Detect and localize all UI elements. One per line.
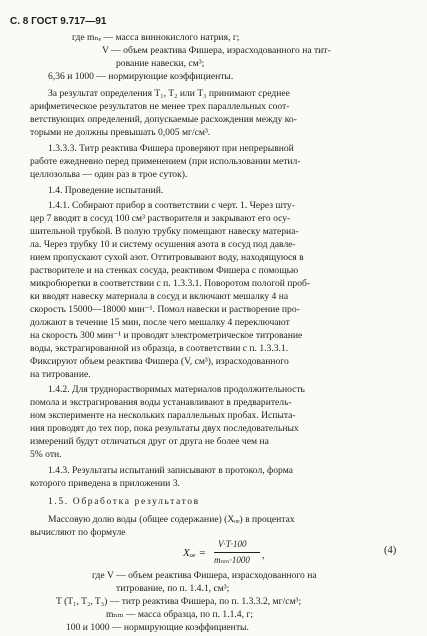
text-line: 1.4.2. Для труднорастворимых материалов продолжительность [48,384,305,395]
text-line: где mₙₑ — масса виннокислого натрия, г; [72,32,240,43]
text-line: mₙₘ — масса образца, по п. 1.1.4, г; [106,609,253,620]
text-line: титрование, по п. 1.4.1, см³; [116,583,230,594]
text-line: рование навески, см³; [116,58,205,69]
text-line: на скорость 300 мин⁻¹ и проводят электрометрическое титрование [30,330,303,341]
formula-numerator: V·T·100 [218,539,247,549]
text-line: помола и экстрагирования воды устанавливают в предваритель- [30,397,292,408]
text-line: ния проводят до тех пор, пока результаты двух последовательных [30,423,299,434]
section-heading: 1.4. Проведение испытаний. [48,185,164,196]
text-line: Массовую долю воды (общее содержание) (Xₒₑ) в процентах [48,514,295,525]
text-line: измерений будут отличаться друг от друга не более чем на [30,436,269,447]
text-line: ветствующих определений, допускаемые расхождения между ко- [30,114,297,125]
text-line: шительной трубкой. В полую трубку помещают навеску материа- [30,226,299,237]
text-line: 6,36 и 1000 — нормирующие коэффициенты. [48,71,234,82]
text-line: работе ежедневно перед применением (при использовании метил- [30,156,301,167]
text-line: 1.3.3.3. Титр реактива Фишера проверяют при непрерывной [48,143,294,154]
text-line: 1.4.3. Результаты испытаний записывают в протокол, форма [48,465,293,476]
fraction-bar [214,552,260,553]
page-header: С. 8 ГОСТ 9.717—91 [10,16,107,27]
text-line: где V — объем реактива Фишера, израсходованного на [92,570,317,581]
text-line: торыми не должны превышать 0,005 мг/см³. [30,127,211,138]
text-line: V — объем реактива Фишера, израсходованного на тит- [102,45,331,56]
text-line: ла. Через трубку 10 и систему осушения азота в сосуд под давле- [30,239,296,250]
formula-lhs: Xₒₑ = [183,547,206,559]
text-line: нием пропускают сухой азот. Оттитровывают воду, находящуюся в [30,252,304,263]
equation-number: (4) [384,545,397,556]
section-heading: 1.5. Обработка результатов [48,496,200,507]
text-line: вычисляют по формуле [30,527,126,538]
text-line: арифметическое результатов не менее трех параллельных соот- [30,101,290,112]
text-line: целлозольва — один раз в трое суток). [30,169,188,180]
text-line: цер 7 вводят в сосуд 100 см³ растворителя и закрывают его осу- [30,213,291,224]
text-line: 1.4.1. Собирают прибор в соответствии с черт. 1. Через шту- [48,200,295,211]
text-line: скорость 15000—18000 мин⁻¹. Помол навески и растворение про- [30,304,300,315]
text-line: микробюретки в соответствии с п. 1.3.3.1. Поворотом пологой проб- [30,278,311,289]
text-line: За результат определения T₁, T₂ или T₃ принимают среднее [48,88,290,99]
text-line: ки вводят навеску материала в сосуд и включают мешалку 4 на [30,291,289,302]
text-line: 100 и 1000 — нормирующие коэффициенты. [66,622,249,633]
text-line: растворителе и на стенках сосуда, реактивом Фишера с помощью [30,265,299,276]
text-line: T (T₁, T₂, T₃) — титр реактива Фишера, по п. 1.3.3.2, мг/см³; [56,596,302,607]
text-line: ном эксперименте на нескольких параллельных пробах. Испыта- [30,410,296,421]
formula-denominator: mₙₘ·1000 [214,555,250,565]
text-line: 5% отн. [30,449,62,460]
text-line: должают в течение 15 мин, после чего мешалку 4 переключают [30,317,290,328]
text-line: воды, экстрагированной из образца, в соответствии с п. 1.3.3.1. [30,343,289,354]
text-line: которого приведена в приложении 3. [30,478,180,489]
text-line: Фиксируют объем реактива Фишера (V, см³), израсходованного [30,356,289,367]
formula-tail: , [262,550,265,561]
text-line: на титрование. [30,369,91,380]
